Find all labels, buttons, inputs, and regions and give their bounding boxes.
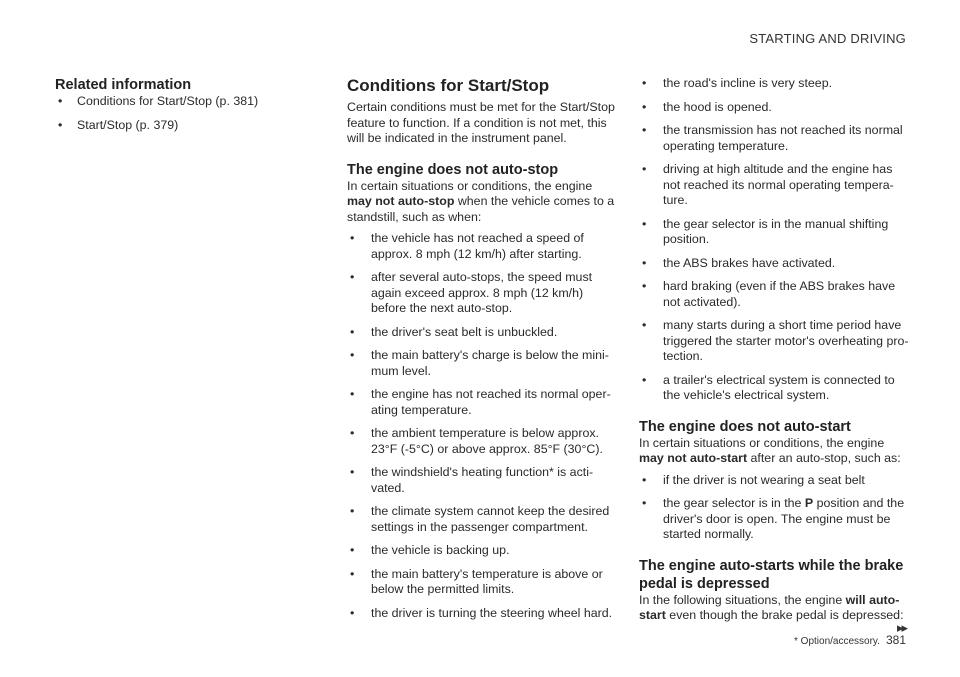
- list-item: • the hood is opened.: [642, 99, 772, 114]
- list-item: • if the driver is not wearing a seat belt: [642, 472, 865, 487]
- list-item: • the road's incline is very steep.: [642, 76, 833, 90]
- auto-start-brake-intro: In the following situations, the engine will auto-start even though the brake pedal is depressed:: [639, 592, 904, 622]
- section-header: STARTING AND DRIVING: [749, 31, 906, 46]
- no-auto-start-intro: In certain situations or conditions, the engine may not auto-start after an auto-stop, such as:: [639, 435, 901, 465]
- list-item: • the climate system cannot keep the desired settings in the passenger compartment.: [350, 504, 610, 534]
- continue-arrow-icon: ▸▸: [896, 620, 906, 635]
- page-title: Conditions for Start/Stop: [347, 76, 550, 95]
- list-item: • the ABS brakes have activated.: [642, 255, 836, 270]
- footnote: * Option/accessory.: [794, 636, 880, 647]
- list-item: • the driver is turning the steering wheel hard.: [350, 605, 613, 620]
- list-item: • a trailer's electrical system is connected to the vehicle's electrical system.: [642, 372, 895, 402]
- list-item: • the windshield's heating function* is acti-vated.: [350, 465, 594, 495]
- related-link[interactable]: • Start/Stop (p. 379): [58, 117, 179, 132]
- list-item: • the main battery's charge is below the mini-mum level.: [350, 348, 609, 378]
- list-item: • the gear selector is in the P position and the driver's door is open. The engine must be started normally.: [642, 496, 905, 541]
- list-item: • after several auto-stops, the speed must again exceed approx. 8 mph (12 km/h) before the next auto-stop.: [350, 270, 593, 315]
- list-item: • the gear selector is in the manual shifting position.: [642, 216, 889, 246]
- right-column: [639, 76, 909, 624]
- no-auto-stop-list-continued: [639, 76, 909, 404]
- page-footer: [794, 633, 906, 647]
- no-auto-stop-heading: The engine does not auto-stop: [347, 161, 559, 178]
- intro-paragraph: Certain conditions must be met for the Start/Stop feature to function. If a condition is not met, this will be indicated in the instrument panel.: [347, 100, 615, 145]
- no-auto-stop-list: [347, 231, 617, 621]
- related-heading: Related information: [55, 77, 192, 93]
- list-item: • the transmission has not reached its normal operating temperature.: [642, 123, 903, 153]
- list-item: • the vehicle is backing up.: [350, 543, 510, 557]
- list-item: • the driver's seat belt is unbuckled.: [350, 324, 558, 339]
- auto-start-brake-heading: The engine auto-starts while the brake pedal is depressed: [639, 557, 904, 592]
- related-information: [55, 76, 285, 133]
- page-number: 381: [885, 633, 906, 647]
- list-item: • the main battery's temperature is above or below the permitted limits.: [350, 566, 603, 596]
- no-auto-start-heading: The engine does not auto-start: [639, 418, 851, 435]
- list-item: • hard braking (even if the ABS brakes have not activated).: [642, 279, 896, 309]
- list-item: • driving at high altitude and the engine has not reached its normal operating tempera-ture.: [642, 162, 894, 207]
- list-item: • the vehicle has not reached a speed of approx. 8 mph (12 km/h) after starting.: [350, 231, 584, 261]
- list-item: • the ambient temperature is below approx. 23°F (-5°C) or above approx. 85°F (30°C).: [350, 426, 603, 456]
- list-item: • many starts during a short time period have triggered the starter motor's overheating pro-tection.: [642, 318, 909, 363]
- no-auto-stop-intro: In certain situations or conditions, the engine may not auto-stop when the vehicle comes to a standstill, such as when:: [347, 178, 615, 224]
- related-link[interactable]: • Conditions for Start/Stop (p. 381): [58, 94, 259, 108]
- no-auto-start-list: [639, 473, 909, 543]
- list-item: • the engine has not reached its normal oper-ating temperature.: [350, 387, 611, 417]
- main-column: [347, 76, 617, 621]
